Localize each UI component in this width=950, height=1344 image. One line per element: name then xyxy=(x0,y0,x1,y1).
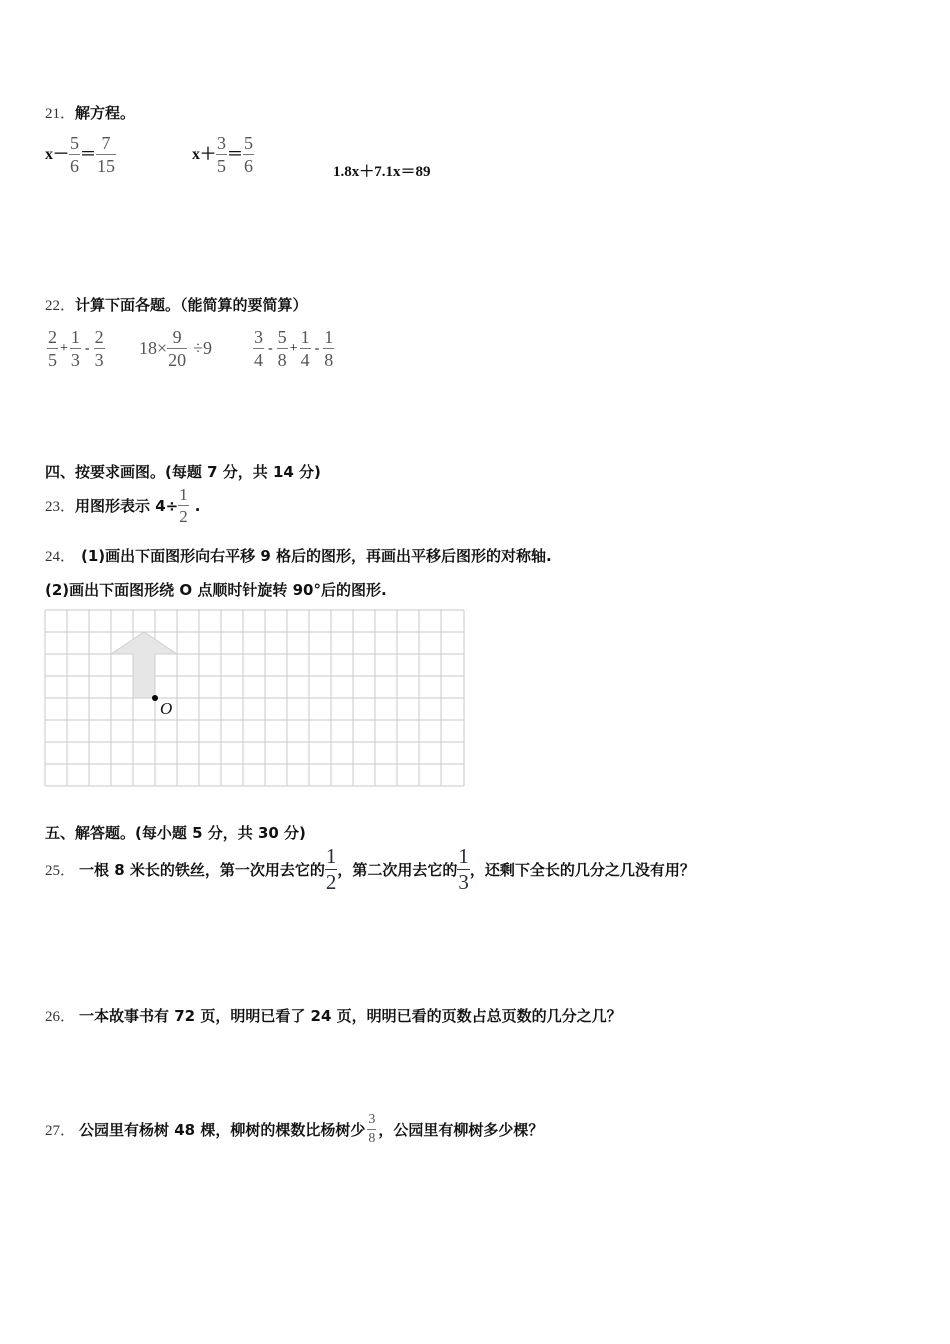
question-number: 27． xyxy=(45,1123,76,1139)
equation-variable: x－ xyxy=(45,146,70,163)
section-4-title: 四、按要求画图。(每题 7 分，共 14 分) xyxy=(45,463,321,481)
q26-line xyxy=(45,1005,622,1026)
q22-expression-2 xyxy=(139,328,212,369)
fraction: $\frac{1}{2}$ xyxy=(179,485,188,526)
fraction: $\frac{2}{3}$ xyxy=(94,327,104,370)
question-suffix: . xyxy=(194,496,201,515)
fraction: $\frac{1}{3}$ xyxy=(70,327,80,370)
fraction: $\frac{3}{5}$ xyxy=(217,133,227,176)
question-text: (1)画出下面图形向右平移 9 格后的图形，再画出平移后图形的对称轴. xyxy=(81,547,552,565)
q21-heading xyxy=(45,102,135,123)
expression-suffix: ÷9 xyxy=(193,338,213,358)
question-number: 22． xyxy=(45,298,76,314)
fraction: $\frac{1}{3}$ xyxy=(458,844,469,894)
minus-sign: - xyxy=(268,340,273,356)
q24-part-2: (2)画出下面图形绕 O 点顺时针旋转 90°后的图形. xyxy=(45,581,387,599)
fraction: $\frac{3}{4}$ xyxy=(254,327,263,370)
grid-lines xyxy=(45,610,464,786)
equals-sign: ＝ xyxy=(80,146,97,163)
question-text: ，公园里有柳树多少棵？ xyxy=(378,1121,544,1139)
question-text: 一本故事书有 72 页，明明已看了 24 页，明明已看的页数占总页数的几分之几？ xyxy=(79,1007,622,1025)
section-5-title: 五、解答题。(每小题 5 分，共 30 分) xyxy=(45,824,306,842)
question-text: 一根 8 米长的铁丝，第一次用去它的 xyxy=(79,861,325,879)
fraction: $\frac{5}{6}$ xyxy=(244,133,254,176)
minus-sign: - xyxy=(84,340,90,356)
plus-sign: + xyxy=(60,340,68,356)
fraction: $\frac{2}{5}$ xyxy=(48,327,57,370)
drawing-grid xyxy=(44,609,466,789)
question-text: ，第二次用去它的 xyxy=(337,861,458,879)
point-o xyxy=(152,695,158,701)
arrow-shape xyxy=(111,632,177,698)
expression-prefix: 18× xyxy=(139,338,168,358)
fraction: $\frac{9}{20}$ xyxy=(168,327,187,370)
question-text: 用图形表示 4÷ xyxy=(75,497,179,515)
question-title: 解方程。 xyxy=(75,104,136,122)
q21-equation-1 xyxy=(45,134,116,175)
question-text: 公园里有杨树 48 棵，柳树的棵数比杨树少 xyxy=(79,1121,366,1139)
fraction: $\frac{7}{15}$ xyxy=(97,133,116,176)
question-number: 24． xyxy=(45,549,76,565)
q21-equation-2 xyxy=(192,134,254,175)
question-text: ，还剩下全长的几分之几没有用？ xyxy=(469,861,695,879)
q25-line xyxy=(45,846,695,893)
q21-equation-3: 1.8x＋7.1x＝89 xyxy=(333,164,431,180)
point-o-label: O xyxy=(160,699,173,718)
fraction: $\frac{1}{2}$ xyxy=(325,844,337,894)
q24-part-1 xyxy=(45,545,552,566)
fraction: $\frac{5}{8}$ xyxy=(277,327,287,370)
q22-expression-3 xyxy=(253,328,334,369)
minus-sign: - xyxy=(314,340,320,356)
question-number: 26． xyxy=(45,1009,76,1025)
q22-expression-1 xyxy=(47,328,105,369)
question-title: 计算下面各题。（能简算的要简算） xyxy=(75,296,308,314)
fraction: $\frac{5}{6}$ xyxy=(70,133,80,176)
q27-line xyxy=(45,1113,543,1146)
fraction: $\frac{1}{8}$ xyxy=(324,327,334,370)
question-number: 23． xyxy=(45,499,76,515)
question-number: 25． xyxy=(45,863,76,879)
equals-sign: ＝ xyxy=(227,146,244,163)
fraction: $\frac{1}{4}$ xyxy=(300,327,310,370)
q22-heading xyxy=(45,294,308,315)
plus-sign: + xyxy=(289,340,298,356)
equation-variable: x＋ xyxy=(192,146,217,163)
question-number: 21． xyxy=(45,106,76,122)
fraction: $\frac{3}{8}$ xyxy=(368,1112,376,1146)
q23-line xyxy=(45,486,200,525)
